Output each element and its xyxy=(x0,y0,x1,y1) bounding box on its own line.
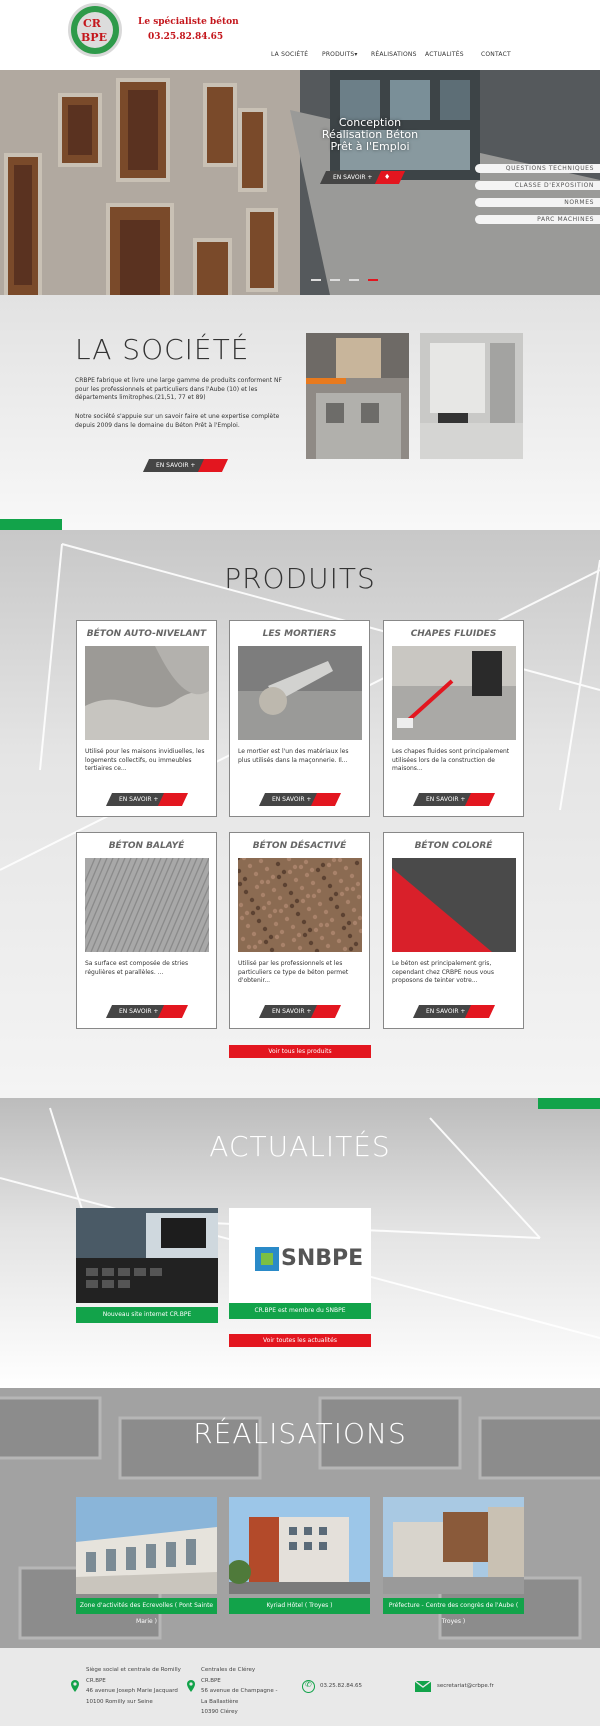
slide-dot[interactable] xyxy=(330,279,340,281)
site-footer xyxy=(0,1648,600,1726)
slide-dot[interactable] xyxy=(349,279,359,281)
product-title[interactable]: BÉTON BALAYÉ xyxy=(108,841,185,851)
product-card[interactable] xyxy=(229,620,370,817)
product-card[interactable] xyxy=(229,832,370,1029)
hero-menu-questions[interactable]: QUESTIONS TECHNIQUES xyxy=(475,164,600,173)
product-savoir-button[interactable]: EN SAVOIR + xyxy=(262,1005,342,1018)
product-desc: Le béton est principalement gris, cependant chez CRBPE nous vous proposons de teinter votre... xyxy=(392,960,494,984)
societe-photo-blocks xyxy=(306,333,409,459)
hero-menu-classe[interactable]: CLASSE D'EXPOSITION xyxy=(475,181,600,190)
realisation-card[interactable] xyxy=(76,1497,217,1625)
societe-savoir-button[interactable]: EN SAVOIR + xyxy=(146,459,228,472)
realisation-image xyxy=(76,1497,217,1594)
actu-card[interactable] xyxy=(76,1208,218,1323)
realisation-card[interactable] xyxy=(383,1497,524,1625)
site-logo[interactable]: CR BPE xyxy=(68,3,122,57)
realisation-caption[interactable]: Préfecture - Centre des congrès de l'Aube ( Troyes ) xyxy=(383,1598,524,1614)
actu-caption[interactable]: CR.BPE est membre du SNBPE xyxy=(229,1303,371,1319)
product-savoir-button[interactable]: EN SAVOIR + xyxy=(109,1005,189,1018)
realisation-caption[interactable]: Kyriad Hôtel ( Troyes ) xyxy=(229,1598,370,1614)
societe-title: LA SOCIÉTÉ xyxy=(75,333,250,366)
product-title[interactable]: LES MORTIERS xyxy=(262,629,337,639)
slide-dot[interactable] xyxy=(311,279,321,281)
societe-photo-interior xyxy=(420,333,523,459)
hero-caption: Conception Réalisation Béton Prêt à l'Emploi xyxy=(321,116,419,153)
nav-produits[interactable]: PRODUITS▾ xyxy=(322,51,358,58)
realisation-image xyxy=(383,1497,524,1594)
nav-actualites[interactable]: ACTUALITÉS xyxy=(425,51,464,58)
footer-address-romilly: Siège social et centrale de Romilly CR.BPE 46 avenue Joseph Marie Jacquard 10100 Romilly sur Seine xyxy=(86,1667,181,1705)
realisation-caption[interactable]: Zone d'activités des Ecrevolles ( Pont Sainte Marie ) xyxy=(76,1598,217,1614)
product-savoir-button[interactable]: EN SAVOIR + xyxy=(416,793,496,806)
site-header xyxy=(0,0,600,70)
nav-contact[interactable]: CONTACT xyxy=(481,51,511,58)
product-image[interactable] xyxy=(85,858,209,952)
product-desc: Le mortier est l'un des matériaux les plus utilisés dans la maçonnerie. Il... xyxy=(238,748,349,764)
map-pin-icon xyxy=(186,1680,196,1692)
product-card[interactable] xyxy=(76,620,217,817)
footer-email[interactable]: secretariat@crbpe.fr xyxy=(437,1683,494,1689)
green-accent-bar xyxy=(0,519,62,530)
phone-icon: ✆ xyxy=(302,1680,315,1693)
product-image[interactable] xyxy=(85,646,209,740)
product-image[interactable] xyxy=(238,858,362,952)
product-title[interactable]: CHAPES FLUIDES xyxy=(410,629,497,639)
actu-card[interactable] xyxy=(229,1208,371,1319)
green-accent-bar xyxy=(538,1098,600,1109)
product-title[interactable]: BÉTON DÉSACTIVÉ xyxy=(252,841,347,851)
product-desc: Utilisé pour les maisons invidiuelles, les logements collectifs, ou immeubles tertiaires ce... xyxy=(85,748,205,772)
voir-produits-button[interactable]: Voir tous les produits xyxy=(229,1045,371,1058)
actus-section xyxy=(0,1098,600,1388)
realisations-section xyxy=(0,1388,600,1648)
header-phone[interactable]: 03.25.82.84.65 xyxy=(148,32,224,42)
societe-section xyxy=(0,295,600,530)
product-desc: Les chapes fluides sont principalement utilisées lors de la construction de maisons... xyxy=(392,748,510,772)
voir-actus-button[interactable]: Voir toutes les actualités xyxy=(229,1334,371,1347)
tagline: Le spécialiste béton xyxy=(138,17,239,27)
nav-realisations[interactable]: RÉALISATIONS xyxy=(371,51,417,58)
product-title[interactable]: BÉTON AUTO-NIVELANT xyxy=(86,629,207,639)
caret-down-icon: ▾ xyxy=(354,51,358,58)
product-desc: Sa surface est composée de stries régulières et parallèles. ... xyxy=(85,960,189,976)
nav-societe[interactable]: LA SOCIÉTÉ xyxy=(271,51,309,58)
slide-dot-active[interactable] xyxy=(368,279,378,281)
envelope-icon xyxy=(415,1681,431,1692)
product-title[interactable]: BÉTON COLORÉ xyxy=(414,841,493,851)
societe-text-2: Notre société s'appuie sur un savoir faire et une expertise complète depuis 2009 dans le domaine du Béton Prêt à l'Emploi. xyxy=(75,413,280,429)
snbpe-logo: SNBPE xyxy=(229,1208,371,1303)
actu-caption[interactable]: Nouveau site internet CR.BPE xyxy=(76,1307,218,1323)
product-savoir-button[interactable]: EN SAVOIR + xyxy=(109,793,189,806)
product-savoir-button[interactable]: EN SAVOIR + xyxy=(416,1005,496,1018)
realisations-title: RÉALISATIONS xyxy=(193,1417,407,1450)
product-desc: Utilisé par les professionnels et les particuliers ce type de béton permet d'obtenir... xyxy=(238,960,349,984)
hero-slider[interactable] xyxy=(0,70,600,295)
product-image[interactable] xyxy=(392,646,516,740)
product-image[interactable] xyxy=(238,646,362,740)
hero-menu-parc[interactable]: PARC MACHINES xyxy=(475,215,600,224)
realisation-card[interactable] xyxy=(229,1497,370,1614)
hero-savoir-button[interactable]: EN SAVOIR + ♦ xyxy=(323,171,403,184)
product-card[interactable] xyxy=(76,832,217,1029)
product-image[interactable] xyxy=(392,858,516,952)
hero-menu-normes[interactable]: NORMES xyxy=(475,198,600,207)
footer-phone[interactable]: 03.25.82.84.65 xyxy=(320,1683,362,1689)
produits-title: PRODUITS xyxy=(224,562,376,595)
bulb-icon: ♦ xyxy=(384,173,391,181)
product-card[interactable] xyxy=(383,620,524,817)
actus-title: ACTUALITÉS xyxy=(209,1130,391,1163)
product-card[interactable] xyxy=(383,832,524,1029)
footer-address-clerey: Centrales de Clérey CR.BPE 56 avenue de Champagne - La Ballastière 10390 Clérey xyxy=(201,1667,278,1715)
map-pin-icon xyxy=(70,1680,80,1692)
product-savoir-button[interactable]: EN SAVOIR + xyxy=(262,793,342,806)
actu-image-keyboard xyxy=(76,1208,218,1303)
realisation-image xyxy=(229,1497,370,1594)
societe-text-1: CRBPE fabrique et livre une large gamme de produits conforment NF pour les professionnels et particuliers dans l'Aube (10) et les départements limitrophes.(21,51, 77 et 89) xyxy=(75,377,282,401)
